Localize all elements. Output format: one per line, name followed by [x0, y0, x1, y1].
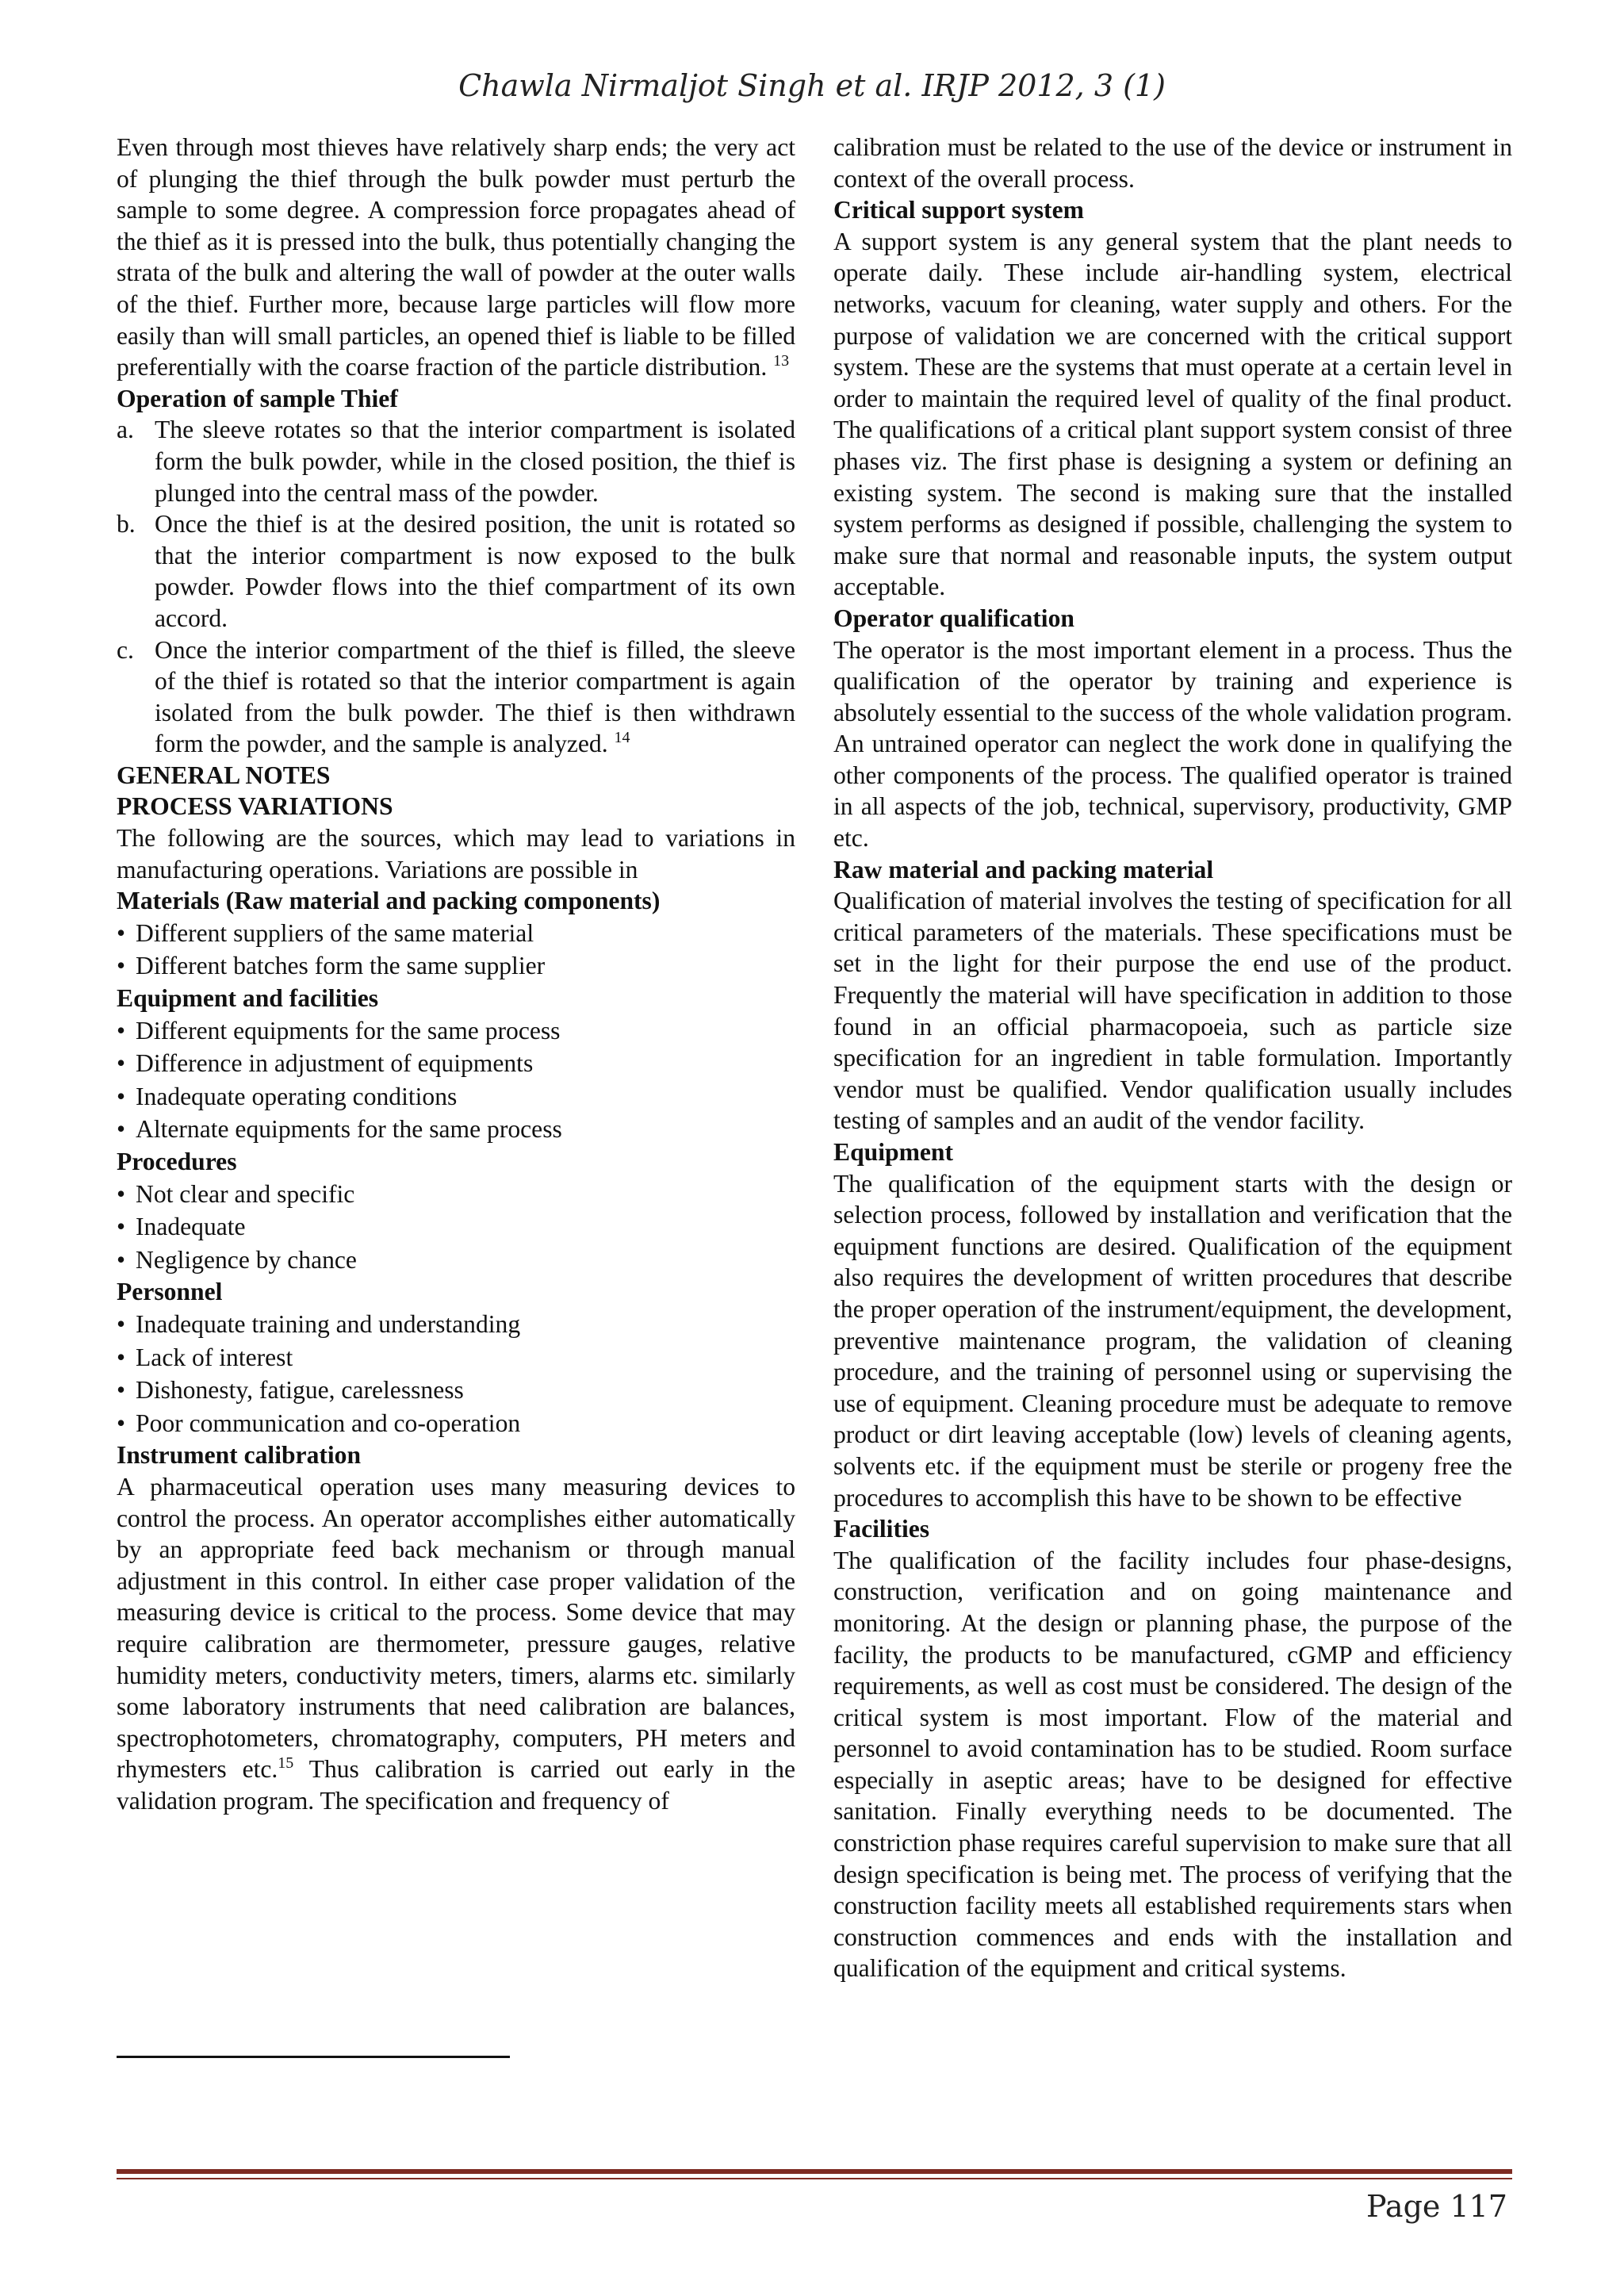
- facilities-paragraph: The qualification of the facility includes four phase-designs, construction, verification and on going maintenance and monitoring. At the design or planning phase, the purpose of the facility, the products to be manufactured, cGMP and efficiency requirements, as well as cost must be considered. The design of the critical system is most important. Flow of the material and personnel to avoid contamination has to be studied. Room surface especially in aseptic areas; have to be designed for effective sanitation. Finally everything needs to be documented. The constriction phase requires careful supervision to make sure that all design specification is being met. The process of verifying that the construction facility meets all established requirements stars when construction commences and ends with the installation and qualification of the equipment and critical systems.: [833, 1546, 1512, 1983]
- step-marker: a.: [117, 416, 134, 444]
- process-variations-intro: The following are the sources, which may lead to variations in manufacturing operations. Variations are possible in: [117, 824, 795, 884]
- operation-steps: [117, 414, 795, 760]
- instrument-calibration-paragraph: A pharmaceutical operation uses many measuring devices to control the process. An operator accomplishes either automatically by an appropriate feed back mechanism or through manual adjustment in this control. In either case proper validation of the measuring device is critical to the process. Some device that may require calibration are thermometer, pressure gauges, relative humidity meters, conductivity meters, timers, alarms etc. similarly some laboratory instruments that need calibration are balances, spectrophotometers, chromatography, computers, PH meters and rhymesters etc.$^{15}$ Thus calibration is carried out early in the validation program. The specification and frequency of: [117, 1472, 795, 1815]
- list-item: • Different equipments for the same process: [117, 1014, 795, 1048]
- raw-material-paragraph: Qualification of material involves the testing of specification for all critical parameters of the materials. These specifications must be set in the light for their purpose the end use of the product. Frequently the material will have specification in addition to those found in an official pharmacopoeia, such as particle size specification for an ingredient in table formulation. Importantly vendor must be qualified. Vendor qualification usually includes testing of samples and an audit of the vendor facility.: [833, 887, 1512, 1135]
- equipment-facilities-list: [117, 1014, 795, 1146]
- bullet-icon: •: [117, 1343, 126, 1371]
- bullet-icon: •: [117, 1409, 126, 1437]
- materials-heading: Materials (Raw material and packing components): [117, 887, 661, 915]
- personnel-list: [117, 1308, 795, 1439]
- process-variations-heading: PROCESS VARIATIONS: [117, 792, 393, 821]
- list-item: • Not clear and specific: [117, 1178, 795, 1211]
- list-item: • Lack of interest: [117, 1341, 795, 1374]
- bullet-icon: •: [117, 1213, 126, 1241]
- bullet-icon: •: [117, 1082, 126, 1110]
- bullet-icon: •: [117, 1376, 126, 1405]
- bullet-icon: •: [117, 1049, 126, 1078]
- footnote-rule: [117, 2056, 510, 2058]
- list-item: • Inadequate: [117, 1210, 795, 1244]
- operation-step-c: c. Once the interior compartment of the thief is filled, the sleeve of the thief is rotated so that the interior compartment is again isolated from the bulk powder. The thief is then withdrawn form the powder, and the sample is analyzed. $^{14}$: [117, 635, 795, 758]
- list-item: • Inadequate training and understanding: [117, 1308, 795, 1341]
- bullet-icon: •: [117, 1179, 126, 1208]
- raw-material-heading: Raw material and packing material: [833, 855, 1214, 884]
- step-marker: c.: [117, 635, 134, 664]
- bullet-icon: •: [117, 1016, 126, 1045]
- instrument-calibration-heading: Instrument calibration: [117, 1441, 362, 1470]
- personnel-heading: Personnel: [117, 1278, 223, 1306]
- list-item: • Poor communication and co-operation: [117, 1407, 795, 1440]
- operation-heading: Operation of sample Thief: [117, 384, 398, 412]
- running-header: Chawla Nirmaljot Singh et al. IRJP 2012, 3 (1): [458, 68, 1166, 103]
- list-item: • Dishonesty, fatigue, carelessness: [117, 1374, 795, 1407]
- bullet-icon: •: [117, 952, 126, 980]
- procedures-heading: Procedures: [117, 1148, 237, 1175]
- equipment-paragraph: The qualification of the equipment starts with the design or selection process, followed by installation and verification that the equipment functions are desired. Qualification of the equipment also requires the development of written procedures that describe the proper operation of the instrument/equipment, the development, preventive maintenance program, the validation of cleaning procedure, and the training of personnel using or supervising the use of equipment. Cleaning procedure must be adequate to remove product or dirt leaving acceptable (low) levels of cleaning agents, solvents etc. if the equipment must be sterile or progeny free the procedures to accomplish this have to be shown to be effective: [833, 1169, 1512, 1512]
- calibration-continuation: calibration must be related to the use of the device or instrument in context of the overall process.: [833, 133, 1512, 193]
- bullet-icon: •: [117, 1245, 126, 1274]
- right-column: [833, 132, 1512, 1984]
- operator-qualification-paragraph: The operator is the most important element in a process. Thus the qualification of the operator by training and experience is absolutely essential to the success of the whole validation program. An untrained operator can neglect the work done in qualifying the other components of the process. The qualified operator is trained in all aspects of the job, technical, supervisory, productivity, GMP etc.: [833, 635, 1512, 853]
- list-item: • Different batches form the same supplier: [117, 949, 795, 983]
- page-number: Page 117: [1366, 2189, 1507, 2224]
- footer-rule-thin: [117, 2178, 1512, 2179]
- reference-13: 13: [773, 352, 790, 370]
- intro-paragraph: Even through most thieves have relatively sharp ends; the very act of plunging the thief through the bulk powder must perturb the sample to some degree. A compression force propagates ahead of the thief as it is pressed into the bulk, thus potentially changing the strata of the bulk and altering the wall of powder at the outer walls of the thief. Further more, because large particles will flow more easily than will small particles, an opened thief is liable to be filled preferentially with the coarse fraction of the particle distribution. $^{13}$: [117, 133, 795, 381]
- critical-support-heading: Critical support system: [833, 196, 1084, 224]
- operation-step-b: b. Once the thief is at the desired position, the unit is rotated so that the interior compartment is now exposed to the bulk powder. Powder flows into the thief compartment of its own accord.: [117, 510, 795, 632]
- reference-15: 15: [278, 1754, 294, 1773]
- bullet-icon: •: [117, 1309, 126, 1338]
- materials-list: [117, 917, 795, 983]
- operator-qualification-heading: Operator qualification: [833, 604, 1074, 632]
- list-item: • Different suppliers of the same material: [117, 917, 795, 950]
- step-marker: b.: [117, 510, 136, 539]
- left-column: [117, 132, 795, 1816]
- list-item: • Alternate equipments for the same process: [117, 1113, 795, 1146]
- footer-rule-thick: [117, 2169, 1512, 2174]
- reference-14: 14: [614, 729, 630, 747]
- list-item: • Negligence by chance: [117, 1244, 795, 1277]
- procedures-list: [117, 1178, 795, 1277]
- equipment-facilities-heading: Equipment and facilities: [117, 984, 379, 1013]
- facilities-heading: Facilities: [833, 1515, 930, 1543]
- critical-support-paragraph: A support system is any general system that the plant needs to operate daily. These include air-handling system, electrical networks, vacuum for cleaning, water supply and others. For the purpose of validation we are concerned with the critical support system. These are the systems that must operate at a certain level in order to maintain the required level of quality of the final product. The qualifications of a critical plant support system consist of three phases viz. The first phase is designing a system or defining an existing system. The second is making sure that the installed system performs as designed if possible, challenging the system to make sure that normal and reasonable inputs, the system output acceptable.: [833, 227, 1512, 601]
- list-item: • Inadequate operating conditions: [117, 1080, 795, 1114]
- general-notes-heading: GENERAL NOTES: [117, 761, 331, 789]
- equipment-heading: Equipment: [833, 1138, 953, 1166]
- bullet-icon: •: [117, 918, 126, 947]
- list-item: • Difference in adjustment of equipments: [117, 1047, 795, 1080]
- bullet-icon: •: [117, 1115, 126, 1144]
- operation-step-a: a. The sleeve rotates so that the interior compartment is isolated form the bulk powder, while in the closed position, the thief is plunged into the central mass of the powder.: [117, 416, 795, 507]
